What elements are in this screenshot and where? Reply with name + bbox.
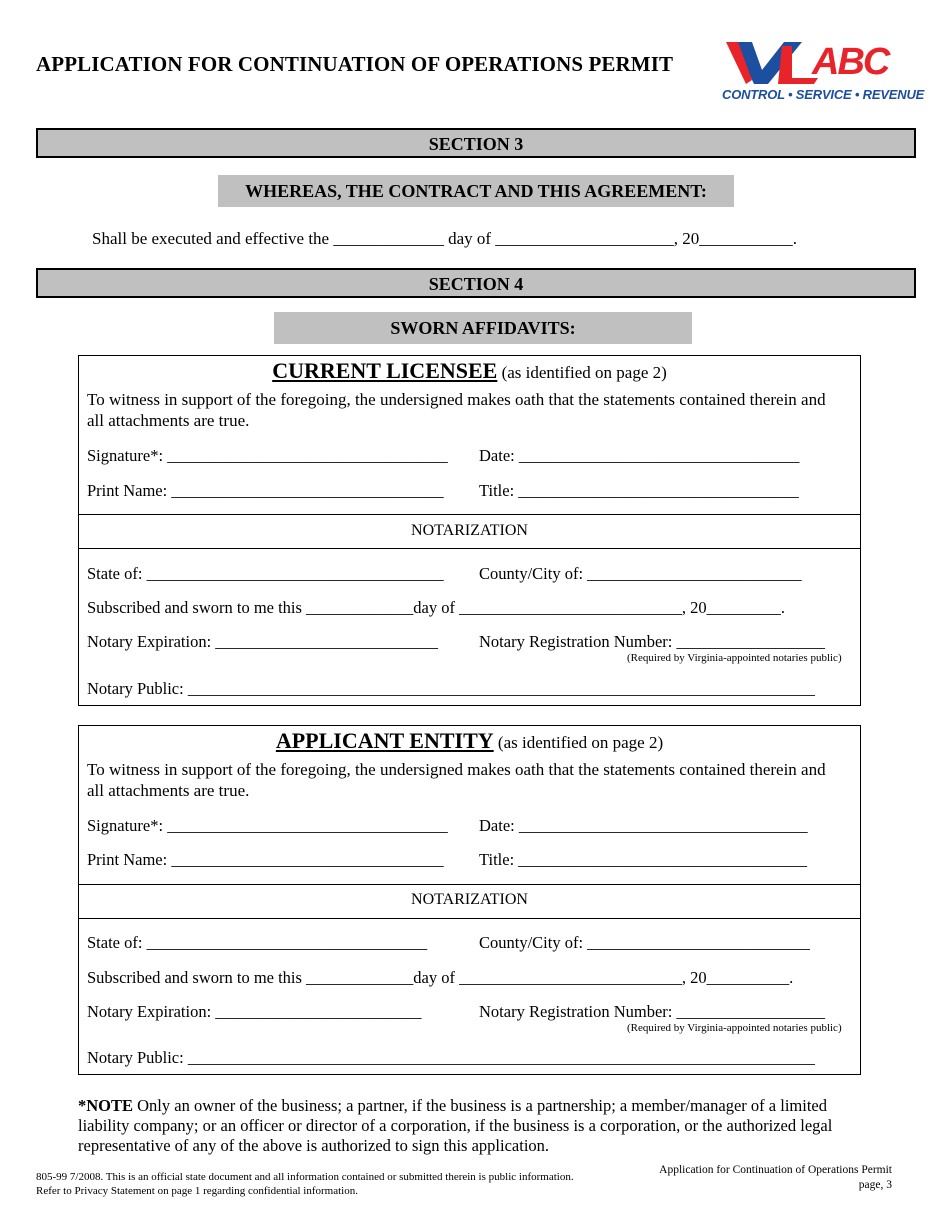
affidavit-title-suffix: (as identified on page 2) — [497, 733, 664, 752]
subscribed-sworn-field[interactable]: Subscribed and sworn to me this _____________day of ___________________________, 20__________. — [87, 968, 794, 987]
signature-field[interactable]: Signature*: __________________________________ — [87, 816, 448, 835]
footer-disclaimer — [36, 1170, 574, 1198]
footer-left-line-2: Refer to Privacy Statement on page 1 regarding confidential information. — [36, 1185, 358, 1197]
current-licensee-affidavit — [78, 355, 861, 706]
notary-expiration-field[interactable]: Notary Expiration: _________________________ — [87, 1002, 422, 1021]
notary-registration-field[interactable]: Notary Registration Number: __________________ — [479, 632, 826, 651]
affidavit-heading — [79, 728, 860, 754]
logo-text: ABC — [812, 41, 889, 83]
signing-note — [78, 1096, 868, 1156]
logo-tagline: CONTROL • SERVICE • REVENUE — [722, 87, 925, 102]
section-3-subheading: WHEREAS, THE CONTRACT AND THIS AGREEMENT: — [218, 175, 734, 207]
execution-line: Shall be executed and effective the _____________ day of _____________________, 20___________. — [92, 229, 798, 248]
affidavit-title: APPLICANT ENTITY — [275, 728, 494, 753]
signature-field[interactable]: Signature*: __________________________________ — [87, 446, 448, 465]
section-4-header: SECTION 4 — [36, 268, 916, 298]
section-4-subheading: SWORN AFFIDAVITS: — [274, 312, 692, 344]
footer-page-info — [659, 1163, 892, 1193]
state-field[interactable]: State of: ____________________________________ — [87, 564, 444, 583]
print-name-field[interactable]: Print Name: _________________________________ — [87, 481, 444, 500]
applicant-entity-affidavit — [78, 725, 861, 1075]
title-field[interactable]: Title: __________________________________ — [479, 481, 799, 500]
divider — [79, 548, 860, 549]
title-field[interactable]: Title: ___________________________________ — [479, 850, 808, 869]
county-city-field[interactable]: County/City of: __________________________ — [479, 564, 802, 583]
abc-logo — [722, 40, 925, 104]
oath-text: To witness in support of the foregoing, the undersigned makes oath that the statements contained therein and all attachments are true. — [87, 760, 826, 800]
footer-left-line-1: 805-99 7/2008. This is an official state document and all information contained or submitted therein is public information. — [36, 1171, 574, 1183]
notary-public-field[interactable]: Notary Public: ____________________________________________________________________________ — [87, 679, 815, 698]
date-field[interactable]: Date: __________________________________ — [479, 446, 800, 465]
notarization-heading: NOTARIZATION — [411, 522, 528, 539]
note-text: Only an owner of the business; a partner, if the business is a partnership; a member/manager of a limited liability company; or an officer or director of a corporation, if the business is a corporation, or the authorized legal representative of any of the above is authorized to sign this application. — [78, 1096, 833, 1155]
footer-page-number: page, 3 — [858, 1179, 892, 1191]
subscribed-sworn-field[interactable]: Subscribed and sworn to me this _____________day of ___________________________, 20_________. — [87, 598, 786, 617]
county-city-field[interactable]: County/City of: ___________________________ — [479, 933, 810, 952]
footer-form-title: Application for Continuation of Operations Permit — [659, 1164, 892, 1176]
note-label: *NOTE — [78, 1096, 134, 1115]
section-3-header: SECTION 3 — [36, 128, 916, 158]
notary-public-field[interactable]: Notary Public: ____________________________________________________________________________ — [87, 1048, 815, 1067]
affidavit-heading — [79, 358, 860, 384]
registration-note: (Required by Virginia-appointed notaries public) — [627, 652, 842, 664]
date-field[interactable]: Date: ___________________________________ — [479, 816, 808, 835]
notarization-heading: NOTARIZATION — [411, 891, 528, 908]
notary-expiration-field[interactable]: Notary Expiration: ___________________________ — [87, 632, 439, 651]
print-name-field[interactable]: Print Name: _________________________________ — [87, 850, 444, 869]
affidavit-title-suffix: (as identified on page 2) — [501, 363, 667, 382]
page-title: APPLICATION FOR CONTINUATION OF OPERATIONS PERMIT — [36, 52, 674, 76]
registration-note: (Required by Virginia-appointed notaries public) — [627, 1022, 842, 1034]
divider — [79, 514, 860, 515]
oath-text: To witness in support of the foregoing, the undersigned makes oath that the statements contained therein and all attachments are true. — [87, 390, 826, 430]
affidavit-title: CURRENT LICENSEE — [272, 358, 498, 383]
state-field[interactable]: State of: __________________________________ — [87, 933, 428, 952]
divider — [79, 918, 860, 919]
notary-registration-field[interactable]: Notary Registration Number: __________________ — [479, 1002, 826, 1021]
divider — [79, 884, 860, 885]
